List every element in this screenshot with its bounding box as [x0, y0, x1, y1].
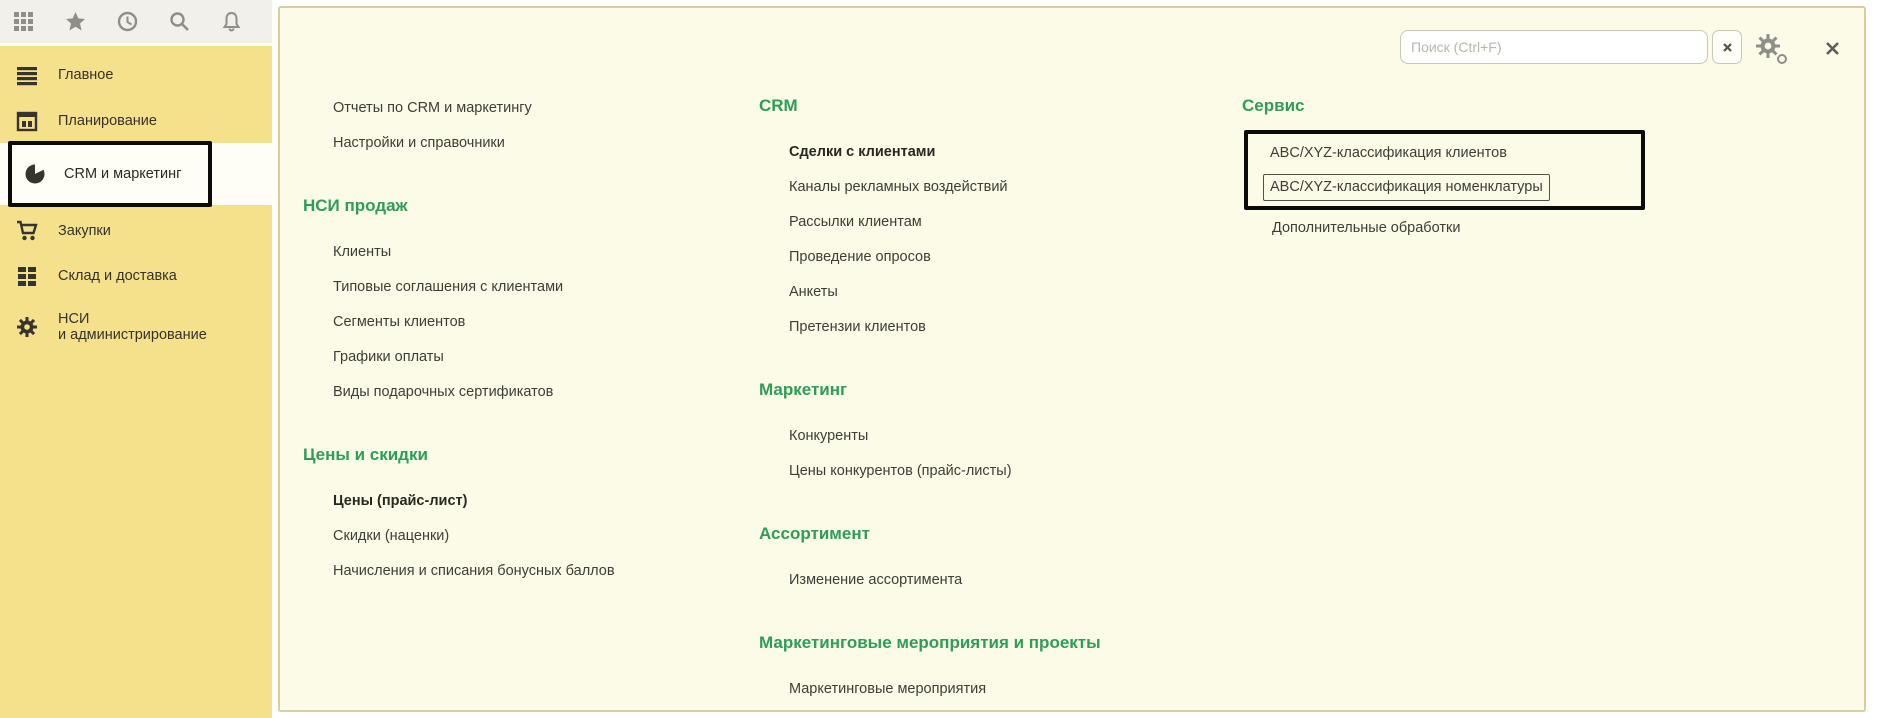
notifications-bell-icon[interactable]: [220, 10, 243, 33]
search-clear-button[interactable]: [1712, 30, 1742, 64]
section-header-assortment: Ассортимент: [759, 524, 870, 543]
menu-link-assortment-change[interactable]: Изменение ассортимента: [789, 571, 963, 588]
menu-link-gift-certificate-types[interactable]: Виды подарочных сертификатов: [333, 383, 554, 400]
menu-column-1: [303, 90, 743, 588]
sidebar-item-label: Закупки: [58, 223, 111, 239]
menu-link-client-claims[interactable]: Претензии клиентов: [789, 318, 926, 335]
menu-link-payment-schedules[interactable]: Графики оплаты: [333, 348, 444, 365]
section-header-prices-discounts: Цены и скидки: [303, 445, 428, 464]
section-header-marketing-events: Маркетинговые мероприятия и проекты: [759, 633, 1101, 652]
sidebar-item-label: [58, 311, 207, 343]
sidebar-nav: [0, 46, 272, 718]
sidebar-item-warehouse[interactable]: [0, 259, 272, 293]
quick-toolbar: [0, 0, 272, 46]
sidebar-item-label: Планирование: [58, 113, 157, 129]
section-header-marketing: Маркетинг: [759, 380, 848, 399]
menu-link-client-deals[interactable]: Сделки с клиентами: [789, 143, 936, 160]
clear-x-icon: [1723, 43, 1732, 52]
close-icon[interactable]: [1822, 38, 1842, 58]
menu-link-crm-reports[interactable]: Отчеты по CRM и маркетингу: [333, 99, 532, 116]
sidebar-item-planning[interactable]: [0, 104, 272, 138]
settings-gear-icon[interactable]: [1754, 33, 1790, 67]
sidebar-item-label: Склад и доставка: [58, 268, 177, 284]
menu-link-settings-directories[interactable]: Настройки и справочники: [333, 134, 505, 151]
gear-icon: [16, 316, 38, 338]
menu-link-standard-agreements[interactable]: Типовые соглашения с клиентами: [333, 278, 564, 295]
favorites-star-icon[interactable]: [64, 10, 87, 33]
menu-link-abcxyz-clients[interactable]: ABC/XYZ-классификация клиентов: [1270, 144, 1507, 161]
menu-link-prices-pricelist[interactable]: Цены (прайс-лист): [333, 492, 468, 509]
focus-outline: ABC/XYZ-классификация номенклатуры: [1263, 174, 1550, 201]
sidebar-active-row: [0, 143, 272, 205]
menu-column-2: [759, 86, 1219, 706]
section-menu-panel: [278, 6, 1866, 712]
menu-link-marketing-events[interactable]: Маркетинговые мероприятия: [789, 680, 987, 697]
pie-chart-icon: [24, 163, 46, 185]
search-magnifier-icon[interactable]: [168, 10, 191, 33]
menu-link-clients[interactable]: Клиенты: [333, 243, 392, 260]
sidebar-item-label: CRM и маркетинг: [64, 166, 182, 182]
search-input[interactable]: [1400, 30, 1708, 64]
sidebar-item-main[interactable]: [0, 58, 272, 92]
menu-link-additional-processing[interactable]: Дополнительные обработки: [1272, 219, 1461, 236]
planning-calendar-icon: [16, 110, 38, 132]
section-header-service: Сервис: [1242, 96, 1305, 115]
sidebar-item-label: Главное: [58, 67, 114, 83]
menu-link-ad-channels[interactable]: Каналы рекламных воздействий: [789, 178, 1008, 195]
menu-link-abcxyz-nomenclature[interactable]: [1248, 170, 1641, 205]
section-header-crm: CRM: [759, 96, 798, 115]
menu-link-client-segments[interactable]: Сегменты клиентов: [333, 313, 466, 330]
annotation-box-crm[interactable]: [8, 141, 212, 207]
menu-link-client-mailings[interactable]: Рассылки клиентам: [789, 213, 922, 230]
menu-lines-icon: [16, 64, 38, 86]
sidebar-item-nsi-admin[interactable]: [0, 304, 272, 350]
menu-link-questionnaires[interactable]: Анкеты: [789, 283, 838, 300]
section-header-nsi-sales: НСИ продаж: [303, 196, 408, 215]
sidebar-item-label-line1: НСИ: [58, 311, 90, 327]
sidebar-item-purchases[interactable]: [0, 214, 272, 248]
menu-column-3: [1242, 86, 1672, 245]
menu-link-competitor-prices[interactable]: Цены конкурентов (прайс-листы): [789, 462, 1012, 479]
shopping-cart-icon: [16, 220, 38, 242]
menu-link-competitors[interactable]: Конкуренты: [789, 427, 869, 444]
menu-link-bonus-points[interactable]: Начисления и списания бонусных баллов: [333, 562, 615, 579]
annotation-box-abcxyz: [1244, 130, 1645, 210]
sidebar-item-label-line2: и администрирование: [58, 327, 207, 343]
menu-link-discounts-markups[interactable]: Скидки (наценки): [333, 527, 450, 544]
warehouse-boxes-icon: [16, 265, 38, 287]
menu-link-surveys[interactable]: Проведение опросов: [789, 248, 931, 265]
apps-grid-icon[interactable]: [12, 10, 35, 33]
history-clock-icon[interactable]: [116, 10, 139, 33]
